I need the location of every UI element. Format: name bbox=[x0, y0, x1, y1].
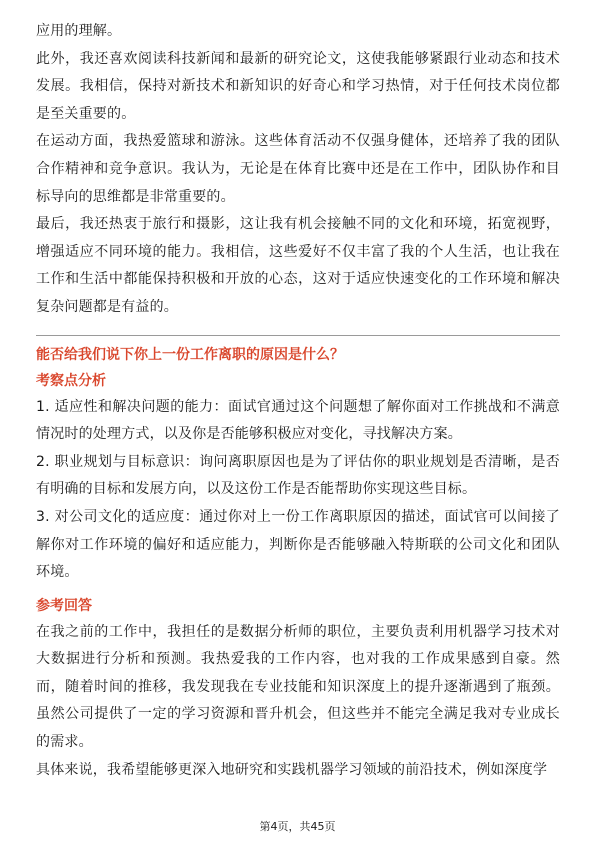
continuation-paragraph-1: 应用的理解。 bbox=[36, 23, 122, 39]
analysis-heading: 考察点分析 bbox=[36, 372, 106, 389]
analysis-item-2: 2. 职业规划与目标意识：询问离职原因也是为了评估你的职业规划是否清晰，是否有明确的目标和发展方向，以及这份工作是否能帮助你实现这些目标。 bbox=[36, 453, 560, 498]
continuation-paragraph-2: 此外，我还喜欢阅读科技新闻和最新的研究论文，这使我能够紧跟行业动态和技术发展。我相信，保持对新技术和新知识的好奇心和学习热情，对于任何技术岗位都是至关重要的。 bbox=[36, 50, 560, 122]
reference-heading: 参考回答 bbox=[36, 597, 92, 614]
reference-paragraph-1: 在我之前的工作中，我担任的是数据分析师的职位，主要负责利用机器学习技术对大数据进行分析和预测。我热爱我的工作内容，也对我的工作成果感到自豪。然而，随着时间的推移，我发现我在专业技能和知识深度上的提升逐渐遇到了瓶颈。虽然公司提供了一定的学习资源和晋升机会，但这些并不能完全满足我对专业成长的需求。 bbox=[36, 623, 560, 751]
analysis-item-1: 1. 适应性和解决问题的能力：面试官通过这个问题想了解你面对工作挑战和不满意情况时的处理方式，以及你是否能够积极应对变化，寻找解决方案。 bbox=[36, 398, 560, 443]
analysis-item-3: 3. 对公司文化的适应度：通过你对上一份工作离职原因的描述，面试官可以间接了解你对工作环境的偏好和适应能力，判断你是否能够融入特斯联的公司文化和团队环境。 bbox=[36, 508, 560, 581]
continuation-paragraph-4: 最后，我还热衷于旅行和摄影，这让我有机会接触不同的文化和环境，拓宽视野，增强适应不同环境的能力。我相信，这些爱好不仅丰富了我的个人生活，也让我在工作和生活中都能保持积极和开放的心态，这对于适应快速变化的工作环境和解决复杂问题都是有益的。 bbox=[36, 216, 560, 315]
section-divider bbox=[36, 335, 560, 336]
page-number-footer: 第4页，共45页 bbox=[259, 820, 336, 833]
page-content bbox=[36, 18, 560, 784]
interview-question: 能否给我们说下你上一份工作离职的原因是什么？ bbox=[36, 346, 344, 363]
continuation-paragraph-3: 在运动方面，我热爱篮球和游泳。这些体育活动不仅强身健体，还培养了我的团队合作精神和竞争意识。我认为，无论是在体育比赛中还是在工作中，团队协作和目标导向的思维都是非常重要的。 bbox=[36, 133, 560, 205]
reference-paragraph-2: 具体来说，我希望能够更深入地研究和实践机器学习领域的前沿技术，例如深度学 bbox=[36, 761, 548, 778]
